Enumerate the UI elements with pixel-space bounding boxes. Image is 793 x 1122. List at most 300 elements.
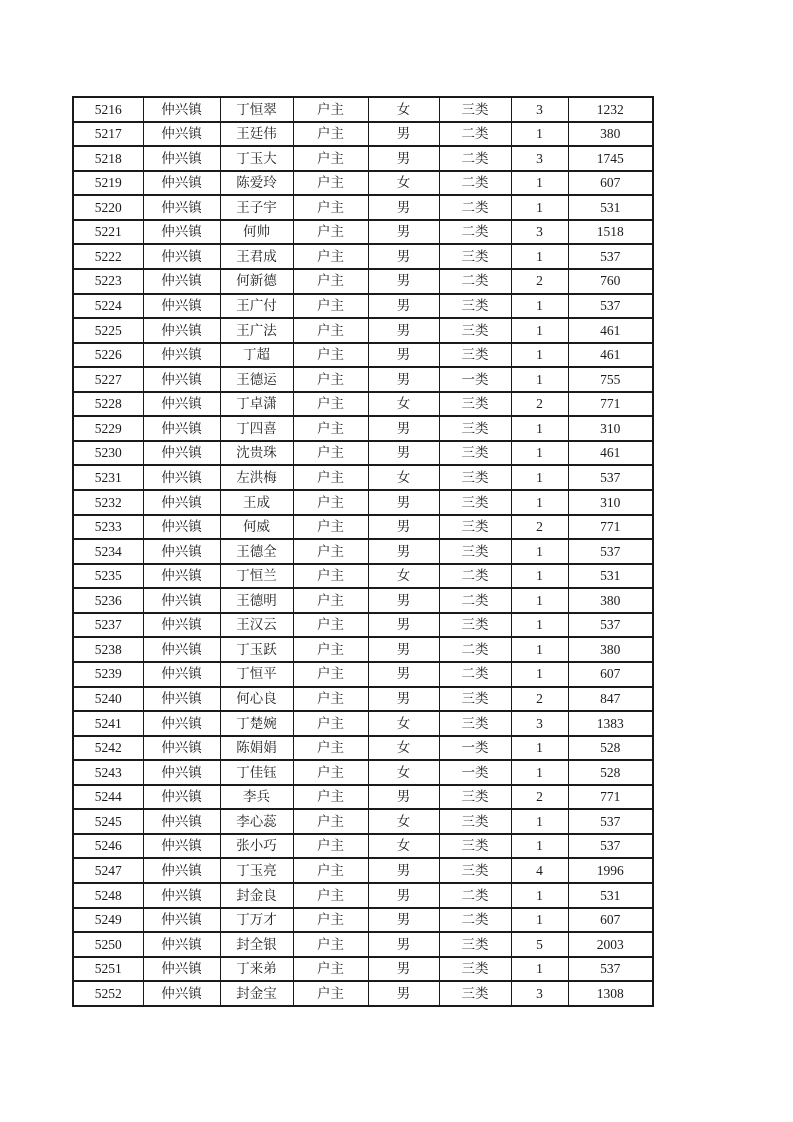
table-cell: 何新德 [220,269,293,294]
table-cell: 女 [368,171,439,196]
table-cell: 户主 [293,932,368,957]
table-cell: 仲兴镇 [143,539,220,564]
table-cell: 三类 [439,490,511,515]
table-cell: 三类 [439,294,511,319]
table-cell: 531 [568,883,653,908]
table-cell: 仲兴镇 [143,613,220,638]
table-cell: 二类 [439,908,511,933]
table-row [73,613,653,638]
table-cell: 1 [511,736,568,761]
table-cell: 沈贵珠 [220,441,293,466]
table-cell: 男 [368,981,439,1006]
table-cell: 男 [368,490,439,515]
table-cell: 户主 [293,441,368,466]
table-cell: 531 [568,564,653,589]
table-row [73,932,653,957]
table-cell: 607 [568,171,653,196]
table-cell: 607 [568,662,653,687]
table-cell: 1 [511,588,568,613]
table-cell: 537 [568,539,653,564]
table-cell: 仲兴镇 [143,220,220,245]
table-row [73,711,653,736]
table-row [73,760,653,785]
table-cell: 户主 [293,195,368,220]
table-cell: 封全银 [220,932,293,957]
table-cell: 男 [368,195,439,220]
table-cell: 男 [368,932,439,957]
table-cell: 1 [511,244,568,269]
table-cell: 1 [511,416,568,441]
table-cell: 5217 [73,122,143,147]
table-cell: 仲兴镇 [143,490,220,515]
table-cell: 1 [511,367,568,392]
table-cell: 二类 [439,195,511,220]
table-cell: 537 [568,294,653,319]
table-cell: 男 [368,785,439,810]
table-cell: 左洪梅 [220,465,293,490]
table-row [73,318,653,343]
table-cell: 女 [368,809,439,834]
table-cell: 仲兴镇 [143,392,220,417]
table-cell: 丁恒翠 [220,97,293,122]
table-cell: 5223 [73,269,143,294]
table-cell: 仲兴镇 [143,122,220,147]
table-cell: 男 [368,367,439,392]
table-cell: 5252 [73,981,143,1006]
table-body [73,97,653,1006]
table-cell: 1 [511,343,568,368]
table-cell: 二类 [439,171,511,196]
table-cell: 5222 [73,244,143,269]
table-cell: 三类 [439,711,511,736]
table-cell: 三类 [439,834,511,859]
table-cell: 男 [368,957,439,982]
table-cell: 户主 [293,981,368,1006]
table-cell: 丁万才 [220,908,293,933]
table-cell: 2 [511,269,568,294]
table-cell: 丁楚婉 [220,711,293,736]
table-cell: 537 [568,613,653,638]
table-cell: 537 [568,834,653,859]
table-cell: 户主 [293,539,368,564]
data-table [72,96,654,1007]
table-cell: 1 [511,809,568,834]
table-cell: 1745 [568,146,653,171]
table-cell: 丁四喜 [220,416,293,441]
table-cell: 男 [368,883,439,908]
table-cell: 760 [568,269,653,294]
table-row [73,858,653,883]
table-cell: 何威 [220,515,293,540]
table-cell: 二类 [439,883,511,908]
table-cell: 5219 [73,171,143,196]
table-row [73,97,653,122]
table-cell: 封金良 [220,883,293,908]
table-row [73,637,653,662]
table-cell: 三类 [439,441,511,466]
table-cell: 王君成 [220,244,293,269]
table-cell: 5225 [73,318,143,343]
table-row [73,269,653,294]
table-cell: 户主 [293,515,368,540]
table-cell: 一类 [439,736,511,761]
table-cell: 户主 [293,122,368,147]
table-cell: 1 [511,760,568,785]
table-cell: 户主 [293,367,368,392]
table-cell: 户主 [293,146,368,171]
table-cell: 1518 [568,220,653,245]
table-cell: 2 [511,687,568,712]
table-row [73,367,653,392]
table-row [73,244,653,269]
table-cell: 5233 [73,515,143,540]
table-cell: 户主 [293,343,368,368]
table-row [73,957,653,982]
table-cell: 5248 [73,883,143,908]
table-cell: 男 [368,244,439,269]
table-cell: 1 [511,957,568,982]
table-row [73,392,653,417]
table-cell: 户主 [293,687,368,712]
table-cell: 男 [368,343,439,368]
table-cell: 仲兴镇 [143,564,220,589]
table-cell: 三类 [439,613,511,638]
table-cell: 二类 [439,564,511,589]
table-cell: 5241 [73,711,143,736]
table-cell: 5229 [73,416,143,441]
table-cell: 5224 [73,294,143,319]
table-cell: 5244 [73,785,143,810]
table-cell: 仲兴镇 [143,858,220,883]
table-cell: 607 [568,908,653,933]
table-row [73,441,653,466]
table-cell: 三类 [439,957,511,982]
table-cell: 537 [568,957,653,982]
table-cell: 三类 [439,416,511,441]
table-cell: 封金宝 [220,981,293,1006]
table-cell: 户主 [293,711,368,736]
table-cell: 户主 [293,613,368,638]
table-cell: 2 [511,392,568,417]
table-cell: 仲兴镇 [143,981,220,1006]
table-cell: 仲兴镇 [143,343,220,368]
table-cell: 三类 [439,981,511,1006]
table-cell: 5235 [73,564,143,589]
table-cell: 户主 [293,171,368,196]
table-cell: 户主 [293,957,368,982]
table-cell: 310 [568,416,653,441]
table-cell: 三类 [439,687,511,712]
table-cell: 3 [511,711,568,736]
table-cell: 5250 [73,932,143,957]
table-cell: 5220 [73,195,143,220]
table-cell: 男 [368,122,439,147]
table-cell: 仲兴镇 [143,97,220,122]
table-cell: 3 [511,981,568,1006]
table-cell: 5231 [73,465,143,490]
table-cell: 537 [568,465,653,490]
table-row [73,294,653,319]
table-cell: 户主 [293,588,368,613]
table-cell: 二类 [439,220,511,245]
table-cell: 仲兴镇 [143,367,220,392]
table-cell: 3 [511,220,568,245]
table-cell: 男 [368,318,439,343]
table-cell: 仲兴镇 [143,195,220,220]
table-cell: 户主 [293,637,368,662]
table-cell: 男 [368,539,439,564]
table-cell: 5243 [73,760,143,785]
table-cell: 5230 [73,441,143,466]
table-cell: 三类 [439,809,511,834]
table-cell: 三类 [439,244,511,269]
table-cell: 二类 [439,588,511,613]
table-cell: 男 [368,613,439,638]
table-cell: 王德全 [220,539,293,564]
table-cell: 三类 [439,858,511,883]
table-cell: 女 [368,392,439,417]
table-row [73,834,653,859]
table-cell: 755 [568,367,653,392]
table-cell: 三类 [439,343,511,368]
table-cell: 771 [568,392,653,417]
table-cell: 女 [368,97,439,122]
table-cell: 三类 [439,392,511,417]
table-cell: 王广法 [220,318,293,343]
table-row [73,785,653,810]
table-cell: 仲兴镇 [143,515,220,540]
table-cell: 户主 [293,294,368,319]
table-cell: 5247 [73,858,143,883]
table-cell: 男 [368,269,439,294]
table-cell: 1 [511,465,568,490]
table-cell: 仲兴镇 [143,146,220,171]
table-cell: 1 [511,122,568,147]
table-cell: 1 [511,171,568,196]
table-cell: 二类 [439,662,511,687]
table-row [73,736,653,761]
table-cell: 380 [568,588,653,613]
table-cell: 5237 [73,613,143,638]
table-cell: 户主 [293,465,368,490]
table-cell: 户主 [293,834,368,859]
table-cell: 丁玉亮 [220,858,293,883]
table-cell: 户主 [293,662,368,687]
table-cell: 1 [511,490,568,515]
table-cell: 5 [511,932,568,957]
table-cell: 女 [368,736,439,761]
table-cell: 王廷伟 [220,122,293,147]
table-cell: 仲兴镇 [143,760,220,785]
table-cell: 女 [368,834,439,859]
table-cell: 王德运 [220,367,293,392]
table-row [73,588,653,613]
table-cell: 户主 [293,490,368,515]
table-cell: 丁卓潇 [220,392,293,417]
table-cell: 女 [368,760,439,785]
table-cell: 5221 [73,220,143,245]
table-cell: 1 [511,662,568,687]
table-cell: 仲兴镇 [143,171,220,196]
table-cell: 2 [511,515,568,540]
table-cell: 380 [568,122,653,147]
table-row [73,908,653,933]
table-cell: 户主 [293,883,368,908]
table-cell: 仲兴镇 [143,687,220,712]
table-cell: 王汉云 [220,613,293,638]
table-cell: 仲兴镇 [143,318,220,343]
table-cell: 户主 [293,220,368,245]
table-cell: 310 [568,490,653,515]
table-cell: 1 [511,637,568,662]
table-cell: 1 [511,294,568,319]
table-cell: 仲兴镇 [143,834,220,859]
table-cell: 男 [368,662,439,687]
table-row [73,490,653,515]
table-cell: 户主 [293,244,368,269]
table-cell: 1 [511,908,568,933]
table-cell: 户主 [293,318,368,343]
table-cell: 二类 [439,146,511,171]
table-cell: 男 [368,858,439,883]
table-cell: 二类 [439,122,511,147]
table-row [73,465,653,490]
table-row [73,981,653,1006]
table-cell: 461 [568,318,653,343]
table-cell: 5246 [73,834,143,859]
table-cell: 男 [368,687,439,712]
table-cell: 3 [511,146,568,171]
table-row [73,171,653,196]
table-cell: 仲兴镇 [143,269,220,294]
table-row [73,809,653,834]
table-cell: 丁玉跃 [220,637,293,662]
table-cell: 531 [568,195,653,220]
table-cell: 3 [511,97,568,122]
table-cell: 仲兴镇 [143,932,220,957]
table-cell: 2003 [568,932,653,957]
table-cell: 女 [368,711,439,736]
table-cell: 仲兴镇 [143,908,220,933]
table-cell: 537 [568,809,653,834]
table-cell: 三类 [439,465,511,490]
table-cell: 仲兴镇 [143,465,220,490]
table-cell: 1996 [568,858,653,883]
table-cell: 丁超 [220,343,293,368]
table-row [73,146,653,171]
table-cell: 5232 [73,490,143,515]
table-cell: 5240 [73,687,143,712]
table-row [73,539,653,564]
table-cell: 丁恒兰 [220,564,293,589]
table-row [73,220,653,245]
table-cell: 王广付 [220,294,293,319]
table-cell: 女 [368,465,439,490]
table-cell: 户主 [293,564,368,589]
table-cell: 771 [568,515,653,540]
table-cell: 户主 [293,785,368,810]
table-cell: 4 [511,858,568,883]
table-cell: 1 [511,318,568,343]
table-row [73,122,653,147]
table-cell: 仲兴镇 [143,662,220,687]
table-row [73,515,653,540]
table-cell: 男 [368,588,439,613]
table-cell: 男 [368,294,439,319]
table-cell: 1 [511,441,568,466]
table-row [73,883,653,908]
table-cell: 张小巧 [220,834,293,859]
table-cell: 丁来弟 [220,957,293,982]
table-cell: 528 [568,736,653,761]
table-cell: 5227 [73,367,143,392]
table-cell: 仲兴镇 [143,294,220,319]
table-cell: 537 [568,244,653,269]
table-cell: 户主 [293,416,368,441]
table-cell: 三类 [439,785,511,810]
table-cell: 男 [368,908,439,933]
table-cell: 丁玉大 [220,146,293,171]
table-row [73,343,653,368]
table-cell: 1383 [568,711,653,736]
table-cell: 仲兴镇 [143,416,220,441]
table-cell: 5245 [73,809,143,834]
table-cell: 1 [511,834,568,859]
table-cell: 仲兴镇 [143,711,220,736]
table-cell: 男 [368,146,439,171]
table-cell: 三类 [439,539,511,564]
table-cell: 李兵 [220,785,293,810]
table-cell: 5226 [73,343,143,368]
table-cell: 1 [511,613,568,638]
table-cell: 仲兴镇 [143,637,220,662]
table-cell: 户主 [293,736,368,761]
table-cell: 户主 [293,908,368,933]
table-cell: 5238 [73,637,143,662]
table-cell: 461 [568,343,653,368]
table-cell: 户主 [293,858,368,883]
table-cell: 三类 [439,515,511,540]
table-cell: 仲兴镇 [143,883,220,908]
table-cell: 5228 [73,392,143,417]
table-cell: 1 [511,195,568,220]
table-cell: 何心良 [220,687,293,712]
table-cell: 仲兴镇 [143,244,220,269]
table-cell: 仲兴镇 [143,441,220,466]
table-cell: 三类 [439,318,511,343]
table-cell: 1232 [568,97,653,122]
table-cell: 王德明 [220,588,293,613]
table-cell: 男 [368,637,439,662]
table-cell: 一类 [439,760,511,785]
table-cell: 一类 [439,367,511,392]
table-row [73,195,653,220]
table-cell: 男 [368,416,439,441]
table-cell: 二类 [439,637,511,662]
table-cell: 仲兴镇 [143,736,220,761]
table-cell: 户主 [293,392,368,417]
table-cell: 1 [511,883,568,908]
table-cell: 户主 [293,809,368,834]
table-cell: 771 [568,785,653,810]
table-cell: 仲兴镇 [143,809,220,834]
table-cell: 5249 [73,908,143,933]
table-cell: 528 [568,760,653,785]
table-cell: 5216 [73,97,143,122]
table-cell: 李心蕊 [220,809,293,834]
table-cell: 王子宇 [220,195,293,220]
table-cell: 二类 [439,269,511,294]
